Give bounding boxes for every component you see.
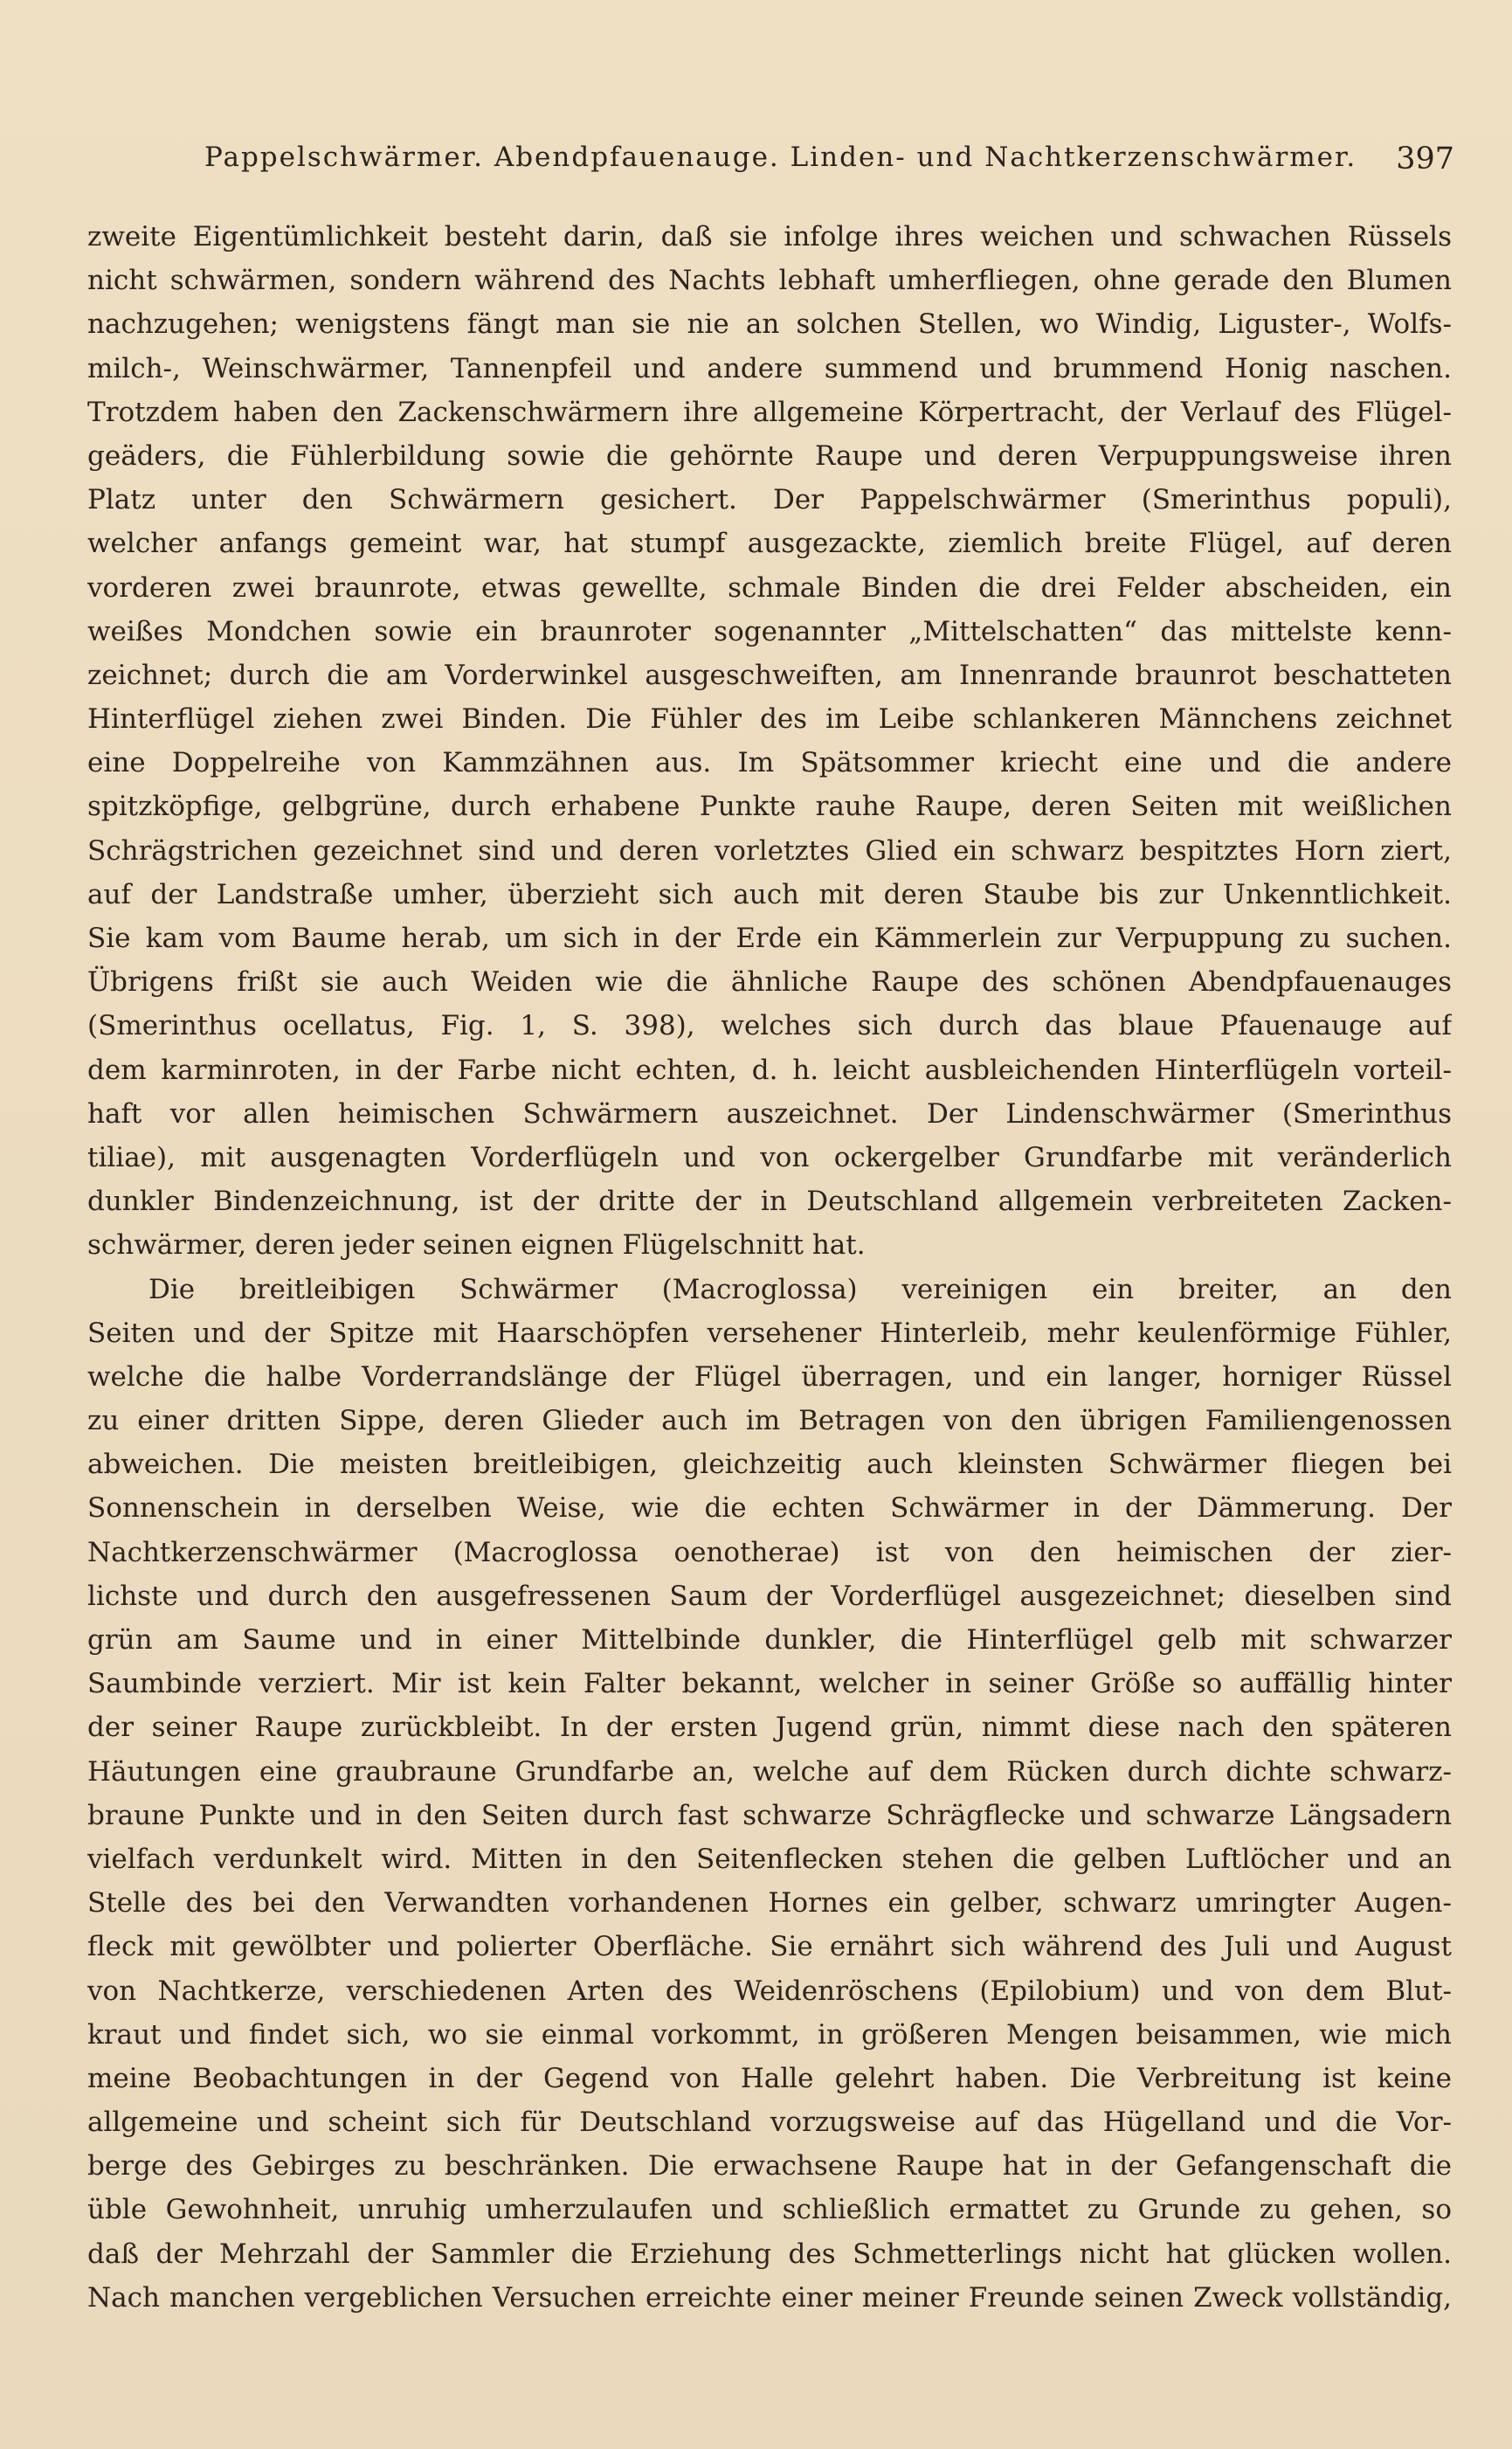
- text-line: dem karminroten, in der Farbe nicht echten, d. h. leicht ausbleichenden Hinterflügeln vorteil-: [87, 1054, 1452, 1086]
- text-line: nachzugehen; wenigstens fängt man sie nie an solchen Stellen, wo Windig, Liguster-, Wolfs-: [87, 308, 1452, 341]
- text-line: tiliae), mit ausgenagten Vorderflügeln und von ockergelber Grundfarbe mit veränderlich: [87, 1141, 1452, 1173]
- text-line: geäders, die Fühlerbildung sowie die gehörnte Raupe und deren Verpuppungsweise ihren: [87, 439, 1452, 472]
- text-line: zu einer dritten Sippe, deren Glieder auch im Betragen von den übrigen Familiengenossen: [87, 1405, 1452, 1437]
- text-line: schwärmer, deren jeder seinen eignen Flügelschnitt hat.: [87, 1229, 866, 1262]
- text-line: fleck mit gewölbter und polierter Oberfläche. Sie ernährt sich während des Juli und August: [87, 1931, 1452, 1963]
- text-line: Nachtkerzenschwärmer (Macroglossa oenotherae) ist von den heimischen der zier-: [87, 1536, 1452, 1568]
- text-line: eine Doppelreihe von Kammzähnen aus. Im Spätsommer kriecht eine und die andere: [87, 747, 1452, 779]
- running-head: Pappelschwärmer. Abendpfauenauge. Linden- und Nachtkerzenschwärmer.: [204, 142, 1357, 173]
- text-line: Trotzdem haben den Zackenschwärmern ihre allgemeine Körpertracht, der Verlauf des Flügel-: [87, 396, 1452, 428]
- text-line: üble Gewohnheit, unruhig umherzulaufen und schließlich ermattet zu Grunde zu gehen, so: [87, 2194, 1452, 2226]
- text-line: kraut und findet sich, wo sie einmal vorkommt, in größeren Mengen beisammen, wie mich: [87, 2018, 1452, 2051]
- text-line: abweichen. Die meisten breitleibigen, gleichzeitig auch kleinsten Schwärmer fliegen bei: [87, 1449, 1452, 1481]
- text-line: berge des Gebirges zu beschränken. Die erwachsene Raupe hat in der Gefangenschaft die: [87, 2150, 1452, 2183]
- text-line: grün am Saume und in einer Mittelbinde dunkler, die Hinterflügel gelb mit schwarzer: [87, 1624, 1452, 1656]
- text-line: Platz unter den Schwärmern gesichert. Der Pappelschwärmer (Smerinthus populi),: [87, 484, 1452, 516]
- text-line: Sonnenschein in derselben Weise, wie die echten Schwärmer in der Dämmerung. Der: [87, 1492, 1452, 1525]
- text-line: Sie kam vom Baume herab, um sich in der Erde ein Kämmerlein zur Verpuppung zu suchen.: [87, 923, 1452, 954]
- text-line: spitzköpfige, gelbgrüne, durch erhabene Punkte rauhe Raupe, deren Seiten mit weißlichen: [87, 791, 1452, 823]
- text-line: allgemeine und scheint sich für Deutschland vorzugsweise auf das Hügelland und die Vor-: [87, 2107, 1452, 2139]
- text-line: haft vor allen heimischen Schwärmern auszeichnet. Der Lindenschwärmer (Smerinthus: [87, 1097, 1452, 1130]
- text-line: zeichnet; durch die am Vorderwinkel ausgeschweiften, am Innenrande braunrot beschatteten: [87, 659, 1452, 691]
- text-line: vielfach verdunkelt wird. Mitten in den Seitenflecken stehen die gelben Luftlöcher und an: [87, 1843, 1452, 1875]
- text-line: von Nachtkerze, verschiedenen Arten des Weidenröschens (Epilobium) und von dem Blut-: [87, 1975, 1452, 2007]
- text-line: vorderen zwei braunrote, etwas gewellte, schmale Binden die drei Felder abscheiden, ein: [87, 571, 1452, 604]
- text-line: meine Beobachtungen in der Gegend von Halle gelehrt haben. Die Verbreitung ist keine: [87, 2062, 1452, 2094]
- text-line: nicht schwärmen, sondern während des Nachts lebhaft umherfliegen, ohne gerade den Blumen: [87, 265, 1452, 297]
- text-line: Nach manchen vergeblichen Versuchen erreichte einer meiner Freunde seinen Zweck vollständig,: [87, 2281, 1452, 2314]
- page-number: 397: [1396, 142, 1454, 176]
- text-line: welche die halbe Vorderrandslänge der Flügel überragen, und ein langer, horniger Rüssel: [87, 1360, 1452, 1393]
- text-line: (Smerinthus ocellatus, Fig. 1, S. 398), welches sich durch das blaue Pfauenauge auf: [87, 1010, 1452, 1042]
- text-line: braune Punkte und in den Seiten durch fast schwarze Schrägflecke und schwarze Längsadern: [87, 1799, 1452, 1831]
- text-line: Schrägstrichen gezeichnet sind und deren vorletztes Glied ein schwarz bespitztes Horn ziert,: [87, 834, 1452, 867]
- text-line: der seiner Raupe zurückbleibt. In der ersten Jugend grün, nimmt diese nach den späteren: [87, 1712, 1452, 1744]
- text-line: lichste und durch den ausgefressenen Saum der Vorderflügel ausgezeichnet; dieselben sind: [87, 1580, 1452, 1612]
- text-line: dunkler Bindenzeichnung, ist der dritte der in Deutschland allgemein verbreiteten Zacken-: [87, 1186, 1452, 1218]
- text-line: auf der Landstraße umher, überzieht sich auch mit deren Staube bis zur Unkenntlichkeit.: [87, 878, 1452, 910]
- text-line: Die breitleibigen Schwärmer (Macroglossa) vereinigen ein breiter, an den: [148, 1273, 1452, 1305]
- text-line: Saumbinde verziert. Mir ist kein Falter bekannt, welcher in seiner Größe so auffällig hinter: [87, 1668, 1452, 1700]
- text-line: Stelle des bei den Verwandten vorhandenen Hornes ein gelber, schwarz umringter Augen-: [87, 1887, 1452, 1920]
- page-header: [87, 142, 1454, 176]
- body-text: [87, 215, 1452, 2320]
- text-line: milch-, Weinschwärmer, Tannenpfeil und andere summend und brummend Honig naschen.: [87, 352, 1452, 384]
- text-line: zweite Eigentümlichkeit besteht darin, daß sie infolge ihres weichen und schwachen Rüssels: [87, 221, 1452, 253]
- text-line: Hinterflügel ziehen zwei Binden. Die Fühler des im Leibe schlankeren Männchens zeichnet: [87, 703, 1452, 736]
- text-line: welcher anfangs gemeint war, hat stumpf ausgezackte, ziemlich breite Flügel, auf deren: [87, 528, 1452, 560]
- text-line: daß der Mehrzahl der Sammler die Erziehung des Schmetterlings nicht hat glücken wollen.: [87, 2238, 1452, 2270]
- text-line: Übrigens frißt sie auch Weiden wie die ähnliche Raupe des schönen Abendpfauenauges: [87, 966, 1452, 999]
- text-line: weißes Mondchen sowie ein braunroter sogenannter „Mittelschatten“ das mittelste kenn-: [87, 615, 1452, 647]
- text-line: Seiten und der Spitze mit Haarschöpfen versehener Hinterleib, mehr keulenförmige Fühler,: [87, 1317, 1452, 1349]
- text-line: Häutungen eine graubraune Grundfarbe an, welche auf dem Rücken durch dichte schwarz-: [87, 1755, 1452, 1788]
